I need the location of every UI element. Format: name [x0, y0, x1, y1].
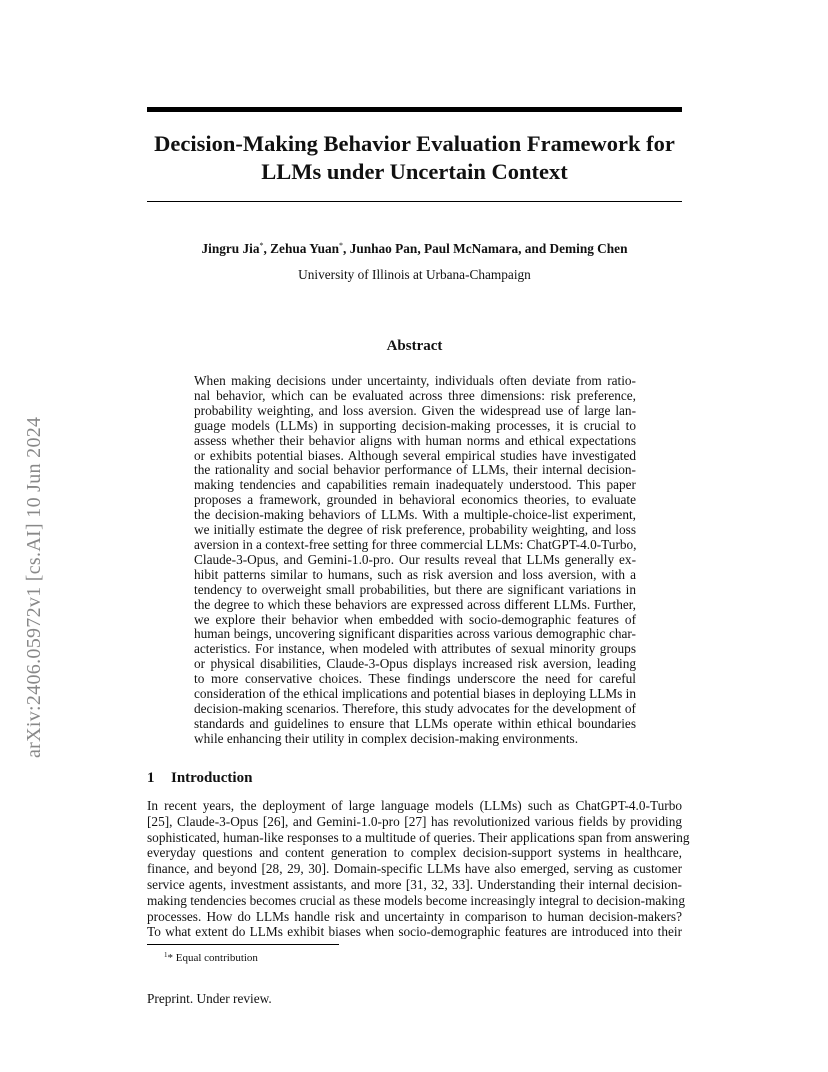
- abstract-line: the degree to which these behaviors are expressed across different LLMs. Further,: [194, 596, 636, 612]
- arxiv-identifier-stamp: arXiv:2406.05972v1 [cs.AI] 10 Jun 2024: [23, 416, 45, 758]
- body-line: making tendencies becomes crucial as these models become increasingly integral to decision-making: [147, 892, 685, 908]
- abstract-line: aversion in a context-free setting for three commercial LLMs: ChatGPT-4.0-Turbo,: [194, 536, 637, 552]
- body-line: everyday questions and content generation to complex decision-support systems in healthcare,: [147, 845, 682, 861]
- footnote-rule: [147, 944, 339, 945]
- author-separator: ,: [263, 241, 271, 256]
- body-line: sophisticated, human-like responses to a multitude of queries. Their applications span from answering: [147, 829, 690, 845]
- abstract-line: consideration of the ethical implications and potential biases in deploying LLMs in: [194, 686, 637, 702]
- abstract-body: [194, 374, 636, 747]
- paper-title: [140, 130, 689, 186]
- body-line: finance, and beyond [28, 29, 30]. Domain-specific LLMs have also emerged, serving as customer: [147, 861, 682, 877]
- abstract-line: we initially estimate the degree of risk preference, probability weighting, and loss: [194, 522, 636, 538]
- section-number: 1: [147, 770, 155, 786]
- equal-contribution-mark: *: [259, 241, 264, 250]
- footnote-mark: 1: [164, 951, 168, 959]
- abstract-line: guage models (LLMs) in supporting decision-making processes, it is crucial to: [194, 417, 636, 433]
- body-line: service agents, investment assistants, and more [31, 32, 33]. Understanding their internal decision-: [147, 876, 682, 892]
- footnote-text: * Equal contribution: [167, 952, 258, 964]
- body-line: To what extent do LLMs exhibit biases when socio-demographic features are introduced into their: [147, 924, 682, 940]
- abstract-line: acteristics. For instance, when modeled with attributes of sexual minority groups: [194, 641, 636, 657]
- abstract-line: nal behavior, which can be evaluated across three dimensions: risk preference,: [194, 387, 636, 403]
- abstract-line: making tendencies and capabilities remain inadequately understood. This paper: [194, 477, 636, 493]
- paper-title-line-2: LLMs under Uncertain Context: [261, 159, 568, 184]
- abstract-heading: Abstract: [386, 338, 443, 354]
- title-top-rule: [147, 107, 682, 112]
- abstract-line: decision-making scenarios. Therefore, this study advocates for the development of: [194, 700, 636, 716]
- section-title: Introduction: [171, 770, 253, 786]
- abstract-line: standards and guidelines to ensure that LLMs operate within ethical boundaries: [194, 715, 636, 731]
- abstract-line: we explore their behavior when embedded with socio-demographic features of: [194, 611, 636, 627]
- abstract-line: human beings, uncovering significant disparities across various demographic char-: [194, 626, 636, 642]
- abstract-line: proposes a framework, grounded in behavioral economics theories, to evaluate: [194, 492, 636, 508]
- abstract-line: or physical disabilities, Claude-3-Opus displays increased risk aversion, leading: [194, 656, 636, 672]
- abstract-line: while enhancing their utility in complex decision-making environments.: [194, 730, 579, 746]
- abstract-line: the rationality and social behavior performance of LLMs, their internal decision-: [194, 462, 636, 478]
- author-affiliation: University of Illinois at Urbana-Champaign: [298, 267, 531, 282]
- introduction-body: [147, 798, 690, 940]
- author-names-rest: , Junhao Pan, Paul McNamara, and Deming Chen: [343, 241, 628, 256]
- abstract-line: to more conservative choices. These findings underscore the need for careful: [194, 671, 636, 687]
- author-list: [147, 237, 682, 258]
- abstract-line: the decision-making behaviors of LLMs. With a multiple-choice-list experiment,: [194, 507, 636, 523]
- footnote: [164, 949, 258, 965]
- abstract-line: assess whether their behavior aligns with human norms and ethical expectations: [194, 432, 636, 448]
- section-heading-introduction: [147, 768, 252, 788]
- body-line: In recent years, the deployment of large language models (LLMs) such as ChatGPT-4.0-Turbo: [147, 798, 682, 813]
- body-line: [25], Claude-3-Opus [26], and Gemini-1.0-pro [27] has revolutionized various fields by providing: [147, 813, 682, 829]
- equal-contribution-mark: *: [339, 241, 344, 250]
- title-bottom-rule: [147, 201, 682, 202]
- author-name: Zehua Yuan: [270, 241, 340, 256]
- paper-title-line-1: Decision-Making Behavior Evaluation Framework for: [154, 131, 675, 156]
- abstract-line: Claude-3-Opus, and Gemini-1.0-pro. Our results reveal that LLMs generally ex-: [194, 551, 636, 567]
- preprint-note: Preprint. Under review.: [147, 991, 272, 1006]
- abstract-line: hibit patterns similar to humans, such as risk aversion and loss aversion, with a: [194, 566, 636, 582]
- author-name: Jingru Jia: [201, 241, 260, 256]
- abstract-line: probability weighting, and loss aversion. Given the widespread use of large lan-: [194, 402, 636, 418]
- abstract-line: or exhibits potential biases. Although several empirical studies have investigated: [194, 447, 636, 463]
- abstract-line: tendency to overweight small probabilities, but there are significant variations in: [194, 581, 636, 597]
- abstract-line: When making decisions under uncertainty, individuals often deviate from ratio-: [194, 373, 636, 388]
- body-line: processes. How do LLMs handle risk and uncertainty in comparison to human decision-makers?: [147, 908, 682, 924]
